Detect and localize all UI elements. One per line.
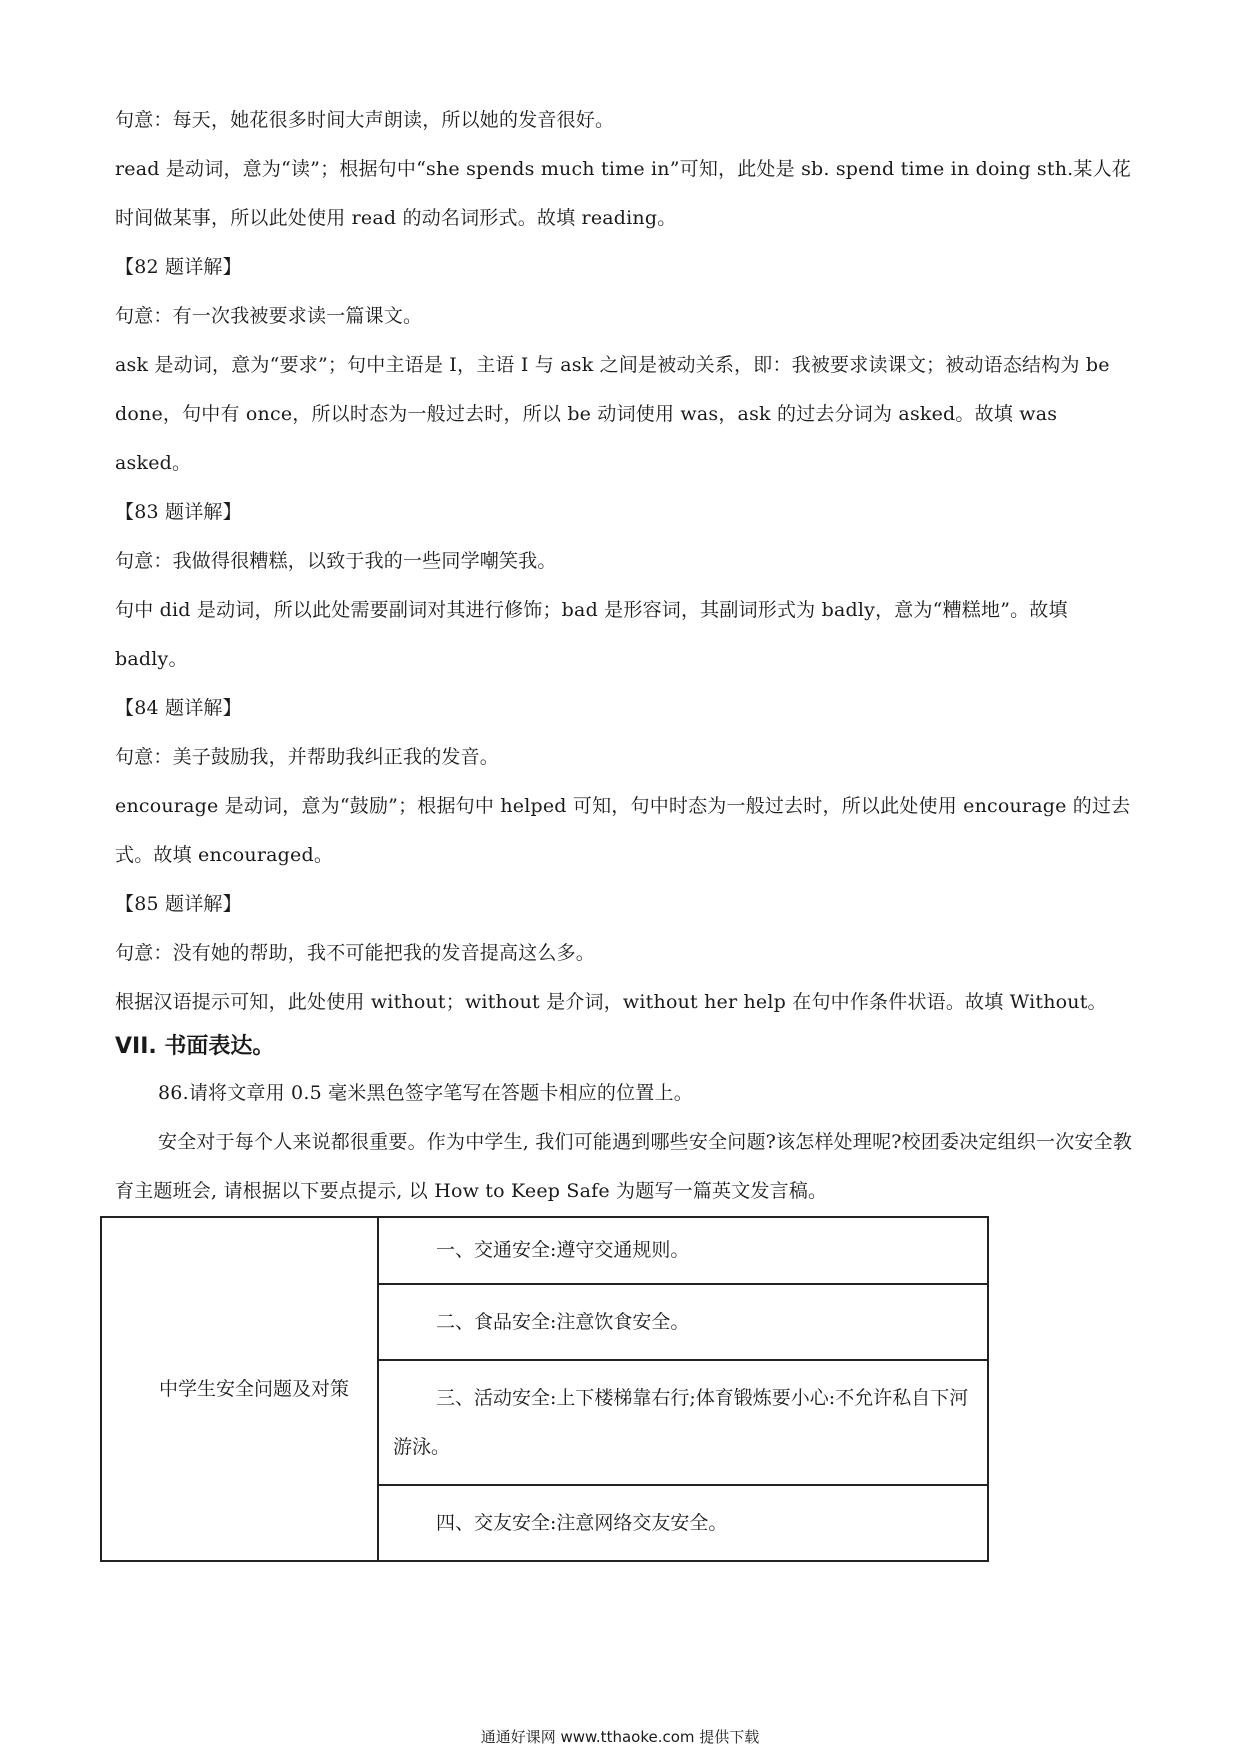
paragraph-83-explanation: 句中 did 是动词，所以此处需要副词对其进行修饰；bad 是形容词，其副词形式为 badly，意为“糟糕地”。故填 badly。 <box>115 599 1068 670</box>
outline-item-activity: 三、活动安全:上下楼梯靠右行;体育锻炼要小心:不允许私自下河游泳。 <box>393 1386 969 1458</box>
paragraph-83-meaning: 句意：我做得很糟糕，以致于我的一些同学嘲笑我。 <box>115 550 557 572</box>
question-82-heading: 【82 题详解】 <box>115 256 242 278</box>
outline-item-food: 二、食品安全:注意饮食安全。 <box>436 1310 690 1333</box>
footer-watermark: 通通好课网 www.tthaoke.com 提供下载 <box>480 1728 760 1746</box>
outline-item-cell <box>378 1360 988 1485</box>
question-83-heading: 【83 题详解】 <box>115 501 242 523</box>
outline-topic-cell <box>101 1217 378 1561</box>
outline-item-cell <box>378 1284 988 1360</box>
paragraph-85-explanation: 根据汉语提示可知，此处使用 without；without 是介词，without her help 在句中作条件状语。故填 Without。 <box>115 991 1107 1013</box>
paragraph-85-meaning: 句意：没有她的帮助，我不可能把我的发音提高这么多。 <box>115 942 596 964</box>
outline-item-friendship: 四、交友安全:注意网络交友安全。 <box>436 1511 728 1534</box>
outline-table <box>100 1216 989 1562</box>
writing-instruction: 86.请将文章用 0.5 毫米黑色签字笔写在答题卡相应的位置上。 <box>158 1082 693 1104</box>
outline-item-cell <box>378 1485 988 1561</box>
writing-prompt: 安全对于每个人来说都很重要。作为中学生, 我们可能遇到哪些安全问题?该怎样处理呢?校团委决定组织一次安全教育主题班会, 请根据以下要点提示, 以 How to Keep Safe 为题写一篇英文发言稿。 <box>115 1131 1133 1202</box>
question-85-heading: 【85 题详解】 <box>115 893 242 915</box>
paragraph-82-explanation: ask 是动词，意为“要求”；句中主语是 I，主语 I 与 ask 之间是被动关系，即：我被要求读课文；被动语态结构为 be done，句中有 once，所以时态为一般过去时，所以 be 动词使用 was，ask 的过去分词为 asked。故填 was asked。 <box>115 354 1110 474</box>
paragraph-82-meaning: 句意：有一次我被要求读一篇课文。 <box>115 305 423 327</box>
outline-topic: 中学生安全问题及对策 <box>159 1378 350 1400</box>
paragraph-81-meaning: 句意：每天，她花很多时间大声朗读，所以她的发音很好。 <box>115 109 615 131</box>
outline-item-traffic: 一、交通安全:遵守交通规则。 <box>436 1239 690 1261</box>
question-84-heading: 【84 题详解】 <box>115 697 242 719</box>
outline-item-cell <box>378 1217 988 1284</box>
section-heading: VII. 书面表达。 <box>115 1034 275 1059</box>
paragraph-84-meaning: 句意：美子鼓励我，并帮助我纠正我的发音。 <box>115 746 500 768</box>
paragraph-81-explanation: read 是动词，意为“读”；根据句中“she spends much time in”可知，此处是 sb. spend time in doing sth.某人花时间做某事，所以此处使用 read 的动名词形式。故填 reading。 <box>115 158 1131 229</box>
paragraph-84-explanation: encourage 是动词，意为“鼓励”；根据句中 helped 可知，句中时态为一般过去时，所以此处使用 encourage 的过去式。故填 encouraged。 <box>115 795 1131 866</box>
